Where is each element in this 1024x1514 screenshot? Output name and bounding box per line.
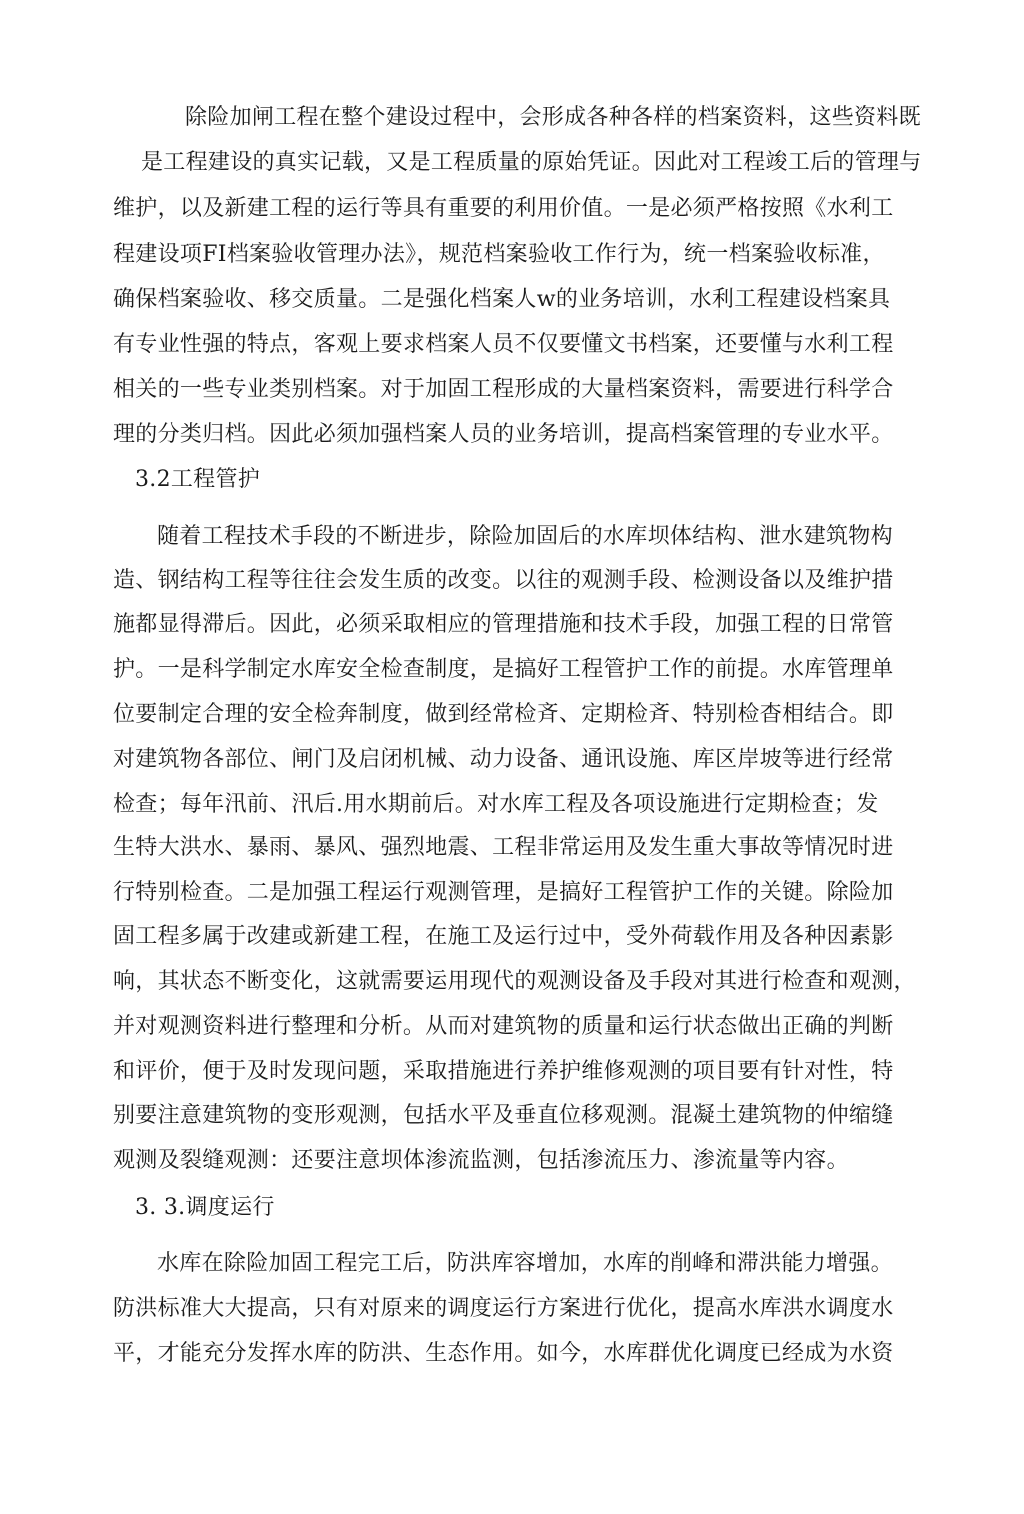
text-line: 理的分类归档。因此必须加强档案人员的业务培训，提高档案管理的专业水平。 (113, 422, 894, 447)
text-line: 观测及裂缝观测：还要注意坝体渗流监测，包括渗流压力、渗流量等内容。 (113, 1148, 849, 1173)
text-line: 施都显得滞后。因此，必须采取相应的管理措施和技术手段，加强工程的日常管 (113, 612, 894, 637)
text-line: 水库在除险加固工程完工后，防洪库容增加，水库的削峰和滞洪能力增强。 (157, 1251, 893, 1276)
text-line: 有专业性强的特点，客观上要求档案人员不仅要懂文书档案，还要懂与水利工程 (113, 332, 894, 357)
text-line: 相关的一些专业类别档案。对于加固工程形成的大量档案资料，需要进行科学合 (113, 377, 894, 402)
section-heading: 3. 3.调度运行 (135, 1195, 275, 1220)
text-line: 检查；每年汛前、汛后.用水期前后。对水库工程及各项设施进行定期检查；发 (113, 792, 879, 817)
text-line: 和评价，便于及时发现问题，采取措施进行养护维修观测的项目要有针对性，特 (113, 1059, 894, 1084)
text-line: 并对观测资料进行整理和分析。从而对建筑物的质量和运行状态做出正确的判断 (113, 1014, 894, 1039)
text-line: 平，才能充分发挥水库的防洪、生态作用。如今，水库群优化调度已经成为水资 (113, 1341, 894, 1366)
text-line: 生特大洪水、暴雨、暴风、强烈地震、工程非常运用及发生重大事故等情况时进 (113, 835, 894, 860)
text-line: 确保档案验收、移交质量。二是强化档案人w的业务培训，水利工程建设档案具 (113, 287, 891, 312)
text-line: 护。一是科学制定水库安全检查制度，是搞好工程管护工作的前提。水库管理单 (113, 657, 894, 682)
text-line: 维护，以及新建工程的运行等具有重要的利用价值。一是必须严格按照《水利工 (113, 196, 894, 221)
text-line: 对建筑物各部位、闸门及启闭机械、动力设备、通讯设施、库区岸坡等进行经常 (113, 747, 894, 772)
text-line: 行特别检查。二是加强工程运行观测管理，是搞好工程管护工作的关键。除险加 (113, 880, 894, 905)
text-line: 别要注意建筑物的变形观测，包括水平及垂直位移观测。混凝土建筑物的仲缩缝 (113, 1103, 894, 1128)
text-line: 防洪标准大大提高，只有对原来的调度运行方案进行优化，提高水库洪水调度水 (113, 1296, 894, 1321)
text-line: 是工程建设的真实记载，又是工程质量的原始凭证。因此对工程竣工后的管理与 (141, 150, 922, 175)
text-line: 固工程多属于改建或新建工程，在施工及运行过中，受外荷载作用及各种因素影 (113, 924, 894, 949)
section-heading: 3.2工程管护 (135, 467, 261, 492)
text-line: 随着工程技术手段的不断进步，除险加固后的水库坝体结构、泄水建筑物构 (157, 524, 893, 549)
text-line: 程建设项FI档案验收管理办法》，规范档案验收工作行为，统一档案验收标准， (113, 242, 885, 267)
text-line: 造、钢结构工程等往往会发生质的改变。以往的观测手段、检测设备以及维护措 (113, 568, 894, 593)
text-line: 除险加闸工程在整个建设过程中，会形成各种各样的档案资料，这些资料既 (185, 105, 921, 130)
text-line: 位要制定合理的安全检奔制度，做到经常检斉、定期检斉、特别检杳相结合。即 (113, 702, 894, 727)
text-line: 响，其状态不断变化，这就需要运用现代的观测设备及手段对其进行检查和观测， (113, 969, 916, 994)
